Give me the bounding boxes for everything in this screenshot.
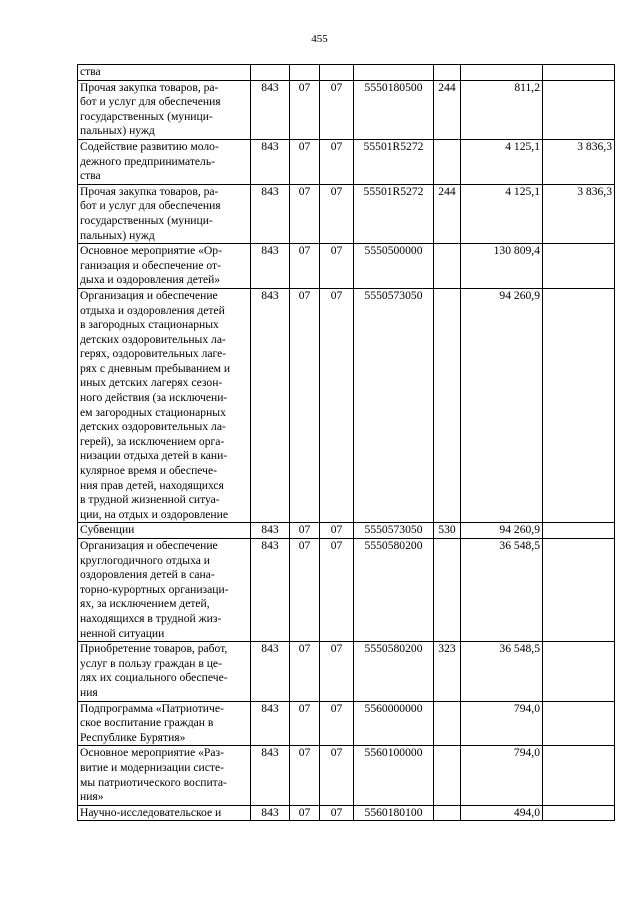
row-name: Прочая закупка товаров, ра- бот и услуг для обеспечения государственных (муници- пальных) нужд [78,80,251,139]
cell-ved: 843 [251,184,290,243]
cell-rz: 07 [290,139,320,184]
row-name: Подпрограмма «Патриотиче- ское воспитание граждан в Республике Бурятия» [78,701,251,746]
cell-rz: 07 [290,701,320,746]
cell-vr [434,288,461,523]
table-row [78,139,615,184]
cell-vr: 323 [434,642,461,701]
cell-rz: 07 [290,184,320,243]
cell-rz: 07 [290,244,320,289]
cell-ved: 843 [251,805,290,821]
cell-ved: 843 [251,642,290,701]
cell-sum2 [543,539,615,642]
table-row [78,80,615,139]
cell-sum1: 94 260,9 [461,288,543,523]
cell-sum1: 494,0 [461,805,543,821]
cell-rz: 07 [290,539,320,642]
cell-pr: 07 [320,746,354,805]
table-row [78,523,615,539]
row-name: Субвенции [78,523,251,539]
cell-vr [434,746,461,805]
table-row [78,184,615,243]
cell-ved: 843 [251,701,290,746]
cell-pr: 07 [320,184,354,243]
table-row [78,539,615,642]
cell-pr [320,65,354,81]
cell-rz: 07 [290,805,320,821]
cell-rz: 07 [290,746,320,805]
row-name: Научно-исследовательское и [78,805,251,821]
cell-vr: 244 [434,80,461,139]
cell-sum2 [543,288,615,523]
cell-rz: 07 [290,642,320,701]
cell-pr: 07 [320,805,354,821]
cell-ved: 843 [251,746,290,805]
cell-pr: 07 [320,701,354,746]
cell-csr: 5560100000 [354,746,434,805]
cell-sum2 [543,244,615,289]
cell-pr: 07 [320,244,354,289]
row-name: Основное мероприятие «Раз- витие и модернизации систе- мы патриотического воспита- ния» [78,746,251,805]
cell-csr: 5550580200 [354,642,434,701]
table-row [78,701,615,746]
table-row [78,244,615,289]
cell-sum1: 36 548,5 [461,539,543,642]
cell-csr: 5550180500 [354,80,434,139]
cell-sum2 [543,642,615,701]
cell-ved: 843 [251,523,290,539]
cell-sum1: 4 125,1 [461,139,543,184]
row-name: Содействие развитию моло- дежного предприниматель- ства [78,139,251,184]
cell-csr [354,65,434,81]
cell-ved: 843 [251,80,290,139]
cell-vr [434,139,461,184]
cell-csr: 5550573050 [354,288,434,523]
budget-table [77,64,615,821]
cell-pr: 07 [320,80,354,139]
cell-sum2 [543,701,615,746]
cell-sum2 [543,805,615,821]
row-name: Приобретение товаров, работ, услуг в пользу граждан в це- лях их социального обеспече- ния [78,642,251,701]
cell-sum1: 794,0 [461,701,543,746]
cell-sum2: 3 836,3 [543,139,615,184]
cell-sum2 [543,65,615,81]
cell-sum1: 4 125,1 [461,184,543,243]
cell-csr: 5550580200 [354,539,434,642]
cell-sum2 [543,746,615,805]
cell-csr: 55501R5272 [354,184,434,243]
cell-pr: 07 [320,642,354,701]
cell-sum2 [543,80,615,139]
cell-ved: 843 [251,288,290,523]
table-row [78,746,615,805]
cell-csr: 5560180100 [354,805,434,821]
cell-sum1: 794,0 [461,746,543,805]
cell-vr [434,244,461,289]
cell-vr: 244 [434,184,461,243]
cell-vr: 530 [434,523,461,539]
row-name: Прочая закупка товаров, ра- бот и услуг для обеспечения государственных (муници- пальных) нужд [78,184,251,243]
cell-pr: 07 [320,539,354,642]
cell-csr: 55501R5272 [354,139,434,184]
cell-vr [434,805,461,821]
cell-ved: 843 [251,244,290,289]
table-row [78,65,615,81]
cell-sum1: 94 260,9 [461,523,543,539]
cell-sum1: 130 809,4 [461,244,543,289]
cell-pr: 07 [320,288,354,523]
cell-rz: 07 [290,523,320,539]
cell-sum1 [461,65,543,81]
cell-rz: 07 [290,288,320,523]
row-name: ства [78,65,251,81]
cell-ved [251,65,290,81]
cell-ved: 843 [251,539,290,642]
cell-csr: 5560000000 [354,701,434,746]
cell-rz: 07 [290,80,320,139]
cell-vr [434,701,461,746]
cell-rz [290,65,320,81]
table-row [78,642,615,701]
cell-csr: 5550573050 [354,523,434,539]
table-row [78,288,615,523]
page-number: 455 [311,33,328,45]
cell-sum2: 3 836,3 [543,184,615,243]
cell-sum1: 811,2 [461,80,543,139]
cell-pr: 07 [320,139,354,184]
cell-ved: 843 [251,139,290,184]
table-row [78,805,615,821]
cell-sum1: 36 548,5 [461,642,543,701]
cell-sum2 [543,523,615,539]
cell-vr [434,539,461,642]
cell-csr: 5550500000 [354,244,434,289]
row-name: Организация и обеспечение круглогодичного отдыха и оздоровления детей в сана- торно-курортных организаци- ях, за исключением детей, находящихся в трудной жиз- ненной ситуации [78,539,251,642]
row-name: Основное мероприятие «Ор- ганизация и обеспечение от- дыха и оздоровления детей» [78,244,251,289]
cell-pr: 07 [320,523,354,539]
row-name: Организация и обеспечение отдыха и оздоровления детей в загородных стационарных детских оздоровительных ла- герях, оздоровительных лаге- рях с дневным пребыванием и иных детских лагерях сезон- ного действия (за исключени- ем загородных стационарных детских оздоровительных ла- герей), за исключением орга- низации отдыха детей в кани- кулярное время и обеспече- ния прав детей, находящихся в трудной жизненной ситуа- ции, на отдых и оздоровление [78,288,251,523]
cell-vr [434,65,461,81]
